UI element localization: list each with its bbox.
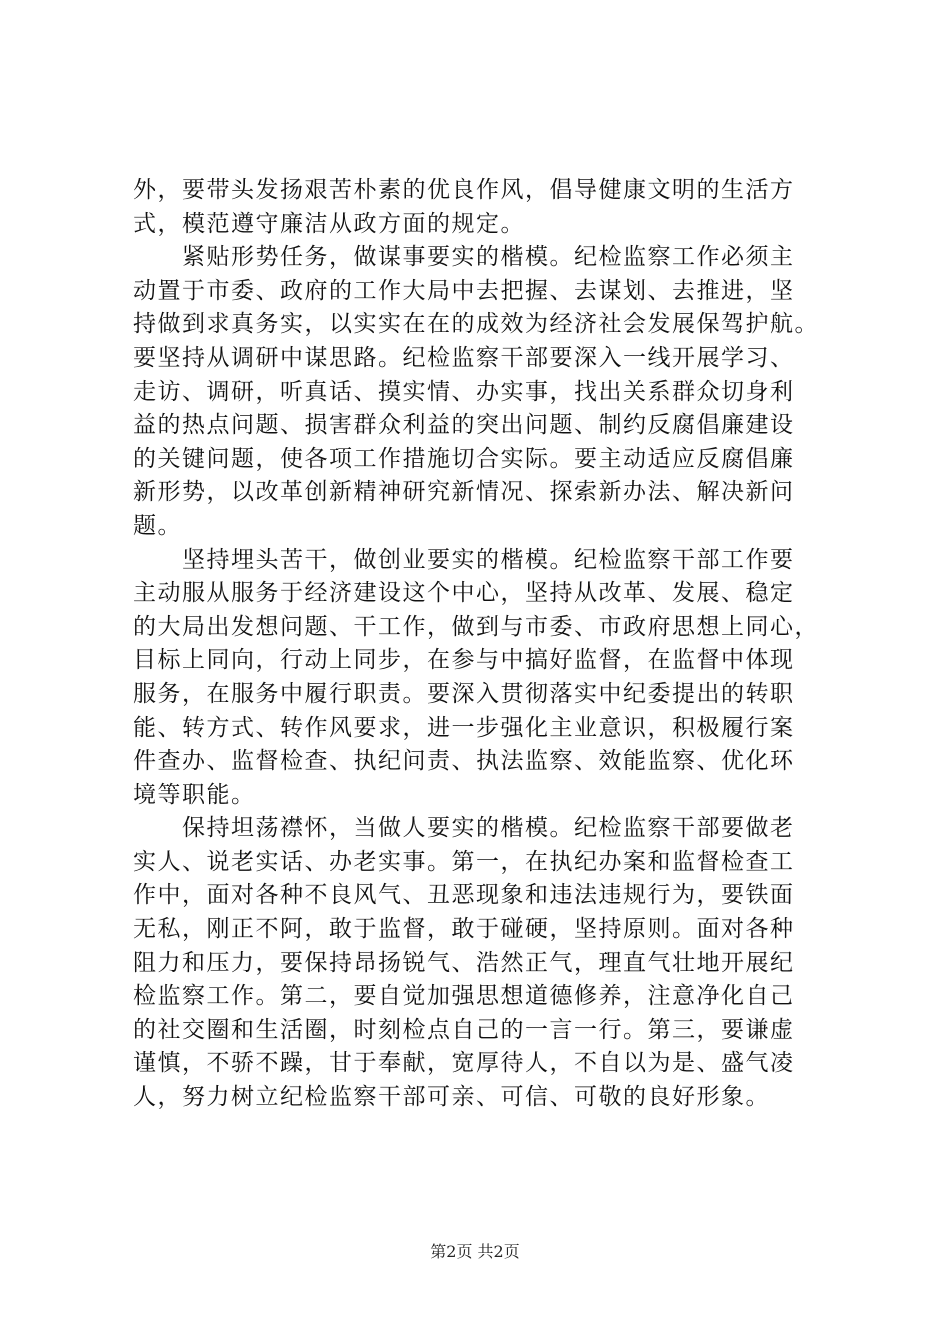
text-line: 题。 <box>133 512 182 539</box>
text-line: 无私，刚正不阿，敢于监督，敢于碰硬，坚持原则。面对各种 <box>133 916 795 943</box>
text-line: 人，努力树立纪检监察干部可亲、可信、可敬的良好形象。 <box>133 1084 770 1111</box>
text-line: 能、转方式、转作风要求，进一步强化主业意识，积极履行案 <box>133 714 795 741</box>
text-line: 谨慎，不骄不躁，甘于奉献，宽厚待人，不自以为是、盛气凌 <box>133 1050 795 1077</box>
text-line: 外，要带头发扬艰苦朴素的优良作风，倡导健康文明的生活方 <box>133 177 795 203</box>
page-footer <box>0 1240 950 1264</box>
text-line: 持做到求真务实，以实实在在的成效为经济社会发展保驾护航。 <box>133 311 819 338</box>
text-line: 益的热点问题、损害群众利益的突出问题、制约反腐倡廉建设 <box>133 412 795 439</box>
text-line: 坚持埋头苦干，做创业要实的楷模。纪检监察干部工作要 <box>133 546 795 573</box>
text-line: 阻力和压力，要保持昂扬锐气、浩然正气，理直气壮地开展纪 <box>133 949 795 976</box>
text-line: 的大局出发想问题、干工作，做到与市委、市政府思想上同心， <box>133 613 819 640</box>
text-line: 紧贴形势任务，做谋事要实的楷模。纪检监察工作必须主 <box>133 244 795 271</box>
text-line: 件查办、监督检查、执纪问责、执法监察、效能监察、优化环 <box>133 748 795 775</box>
text-line: 境等职能。 <box>133 781 256 808</box>
text-line: 动置于市委、政府的工作大局中去把握、去谋划、去推进，坚 <box>133 277 795 304</box>
text-line: 式，模范遵守廉洁从政方面的规定。 <box>133 210 525 237</box>
text-line: 实人、说老实话、办老实事。第一，在执纪办案和监督检查工 <box>133 848 795 875</box>
text-line: 检监察工作。第二，要自觉加强思想道德修养，注意净化自己 <box>133 983 795 1010</box>
text-line: 服务，在服务中履行职责。要深入贯彻落实中纪委提出的转职 <box>133 680 795 707</box>
text-line: 目标上同向，行动上同步，在参与中搞好监督，在监督中体现 <box>133 647 795 674</box>
document-body <box>133 174 847 1115</box>
text-line: 保持坦荡襟怀，当做人要实的楷模。纪检监察干部要做老 <box>133 815 795 842</box>
page-number: 第2页 共2页 <box>430 1242 520 1261</box>
text-line: 作中，面对各种不良风气、丑恶现象和违法违规行为，要铁面 <box>133 882 795 909</box>
text-line: 的关键问题，使各项工作措施切合实际。要主动适应反腐倡廉 <box>133 445 795 472</box>
text-line: 新形势，以改革创新精神研究新情况、探索新办法、解决新问 <box>133 479 795 506</box>
text-line: 走访、调研，听真话、摸实情、办实事，找出关系群众切身利 <box>133 378 795 405</box>
text-line: 的社交圈和生活圈，时刻检点自己的一言一行。第三，要谦虚 <box>133 1016 795 1043</box>
text-line: 要坚持从调研中谋思路。纪检监察干部要深入一线开展学习、 <box>133 344 795 371</box>
text-line: 主动服从服务于经济建设这个中心，坚持从改革、发展、稳定 <box>133 580 795 607</box>
